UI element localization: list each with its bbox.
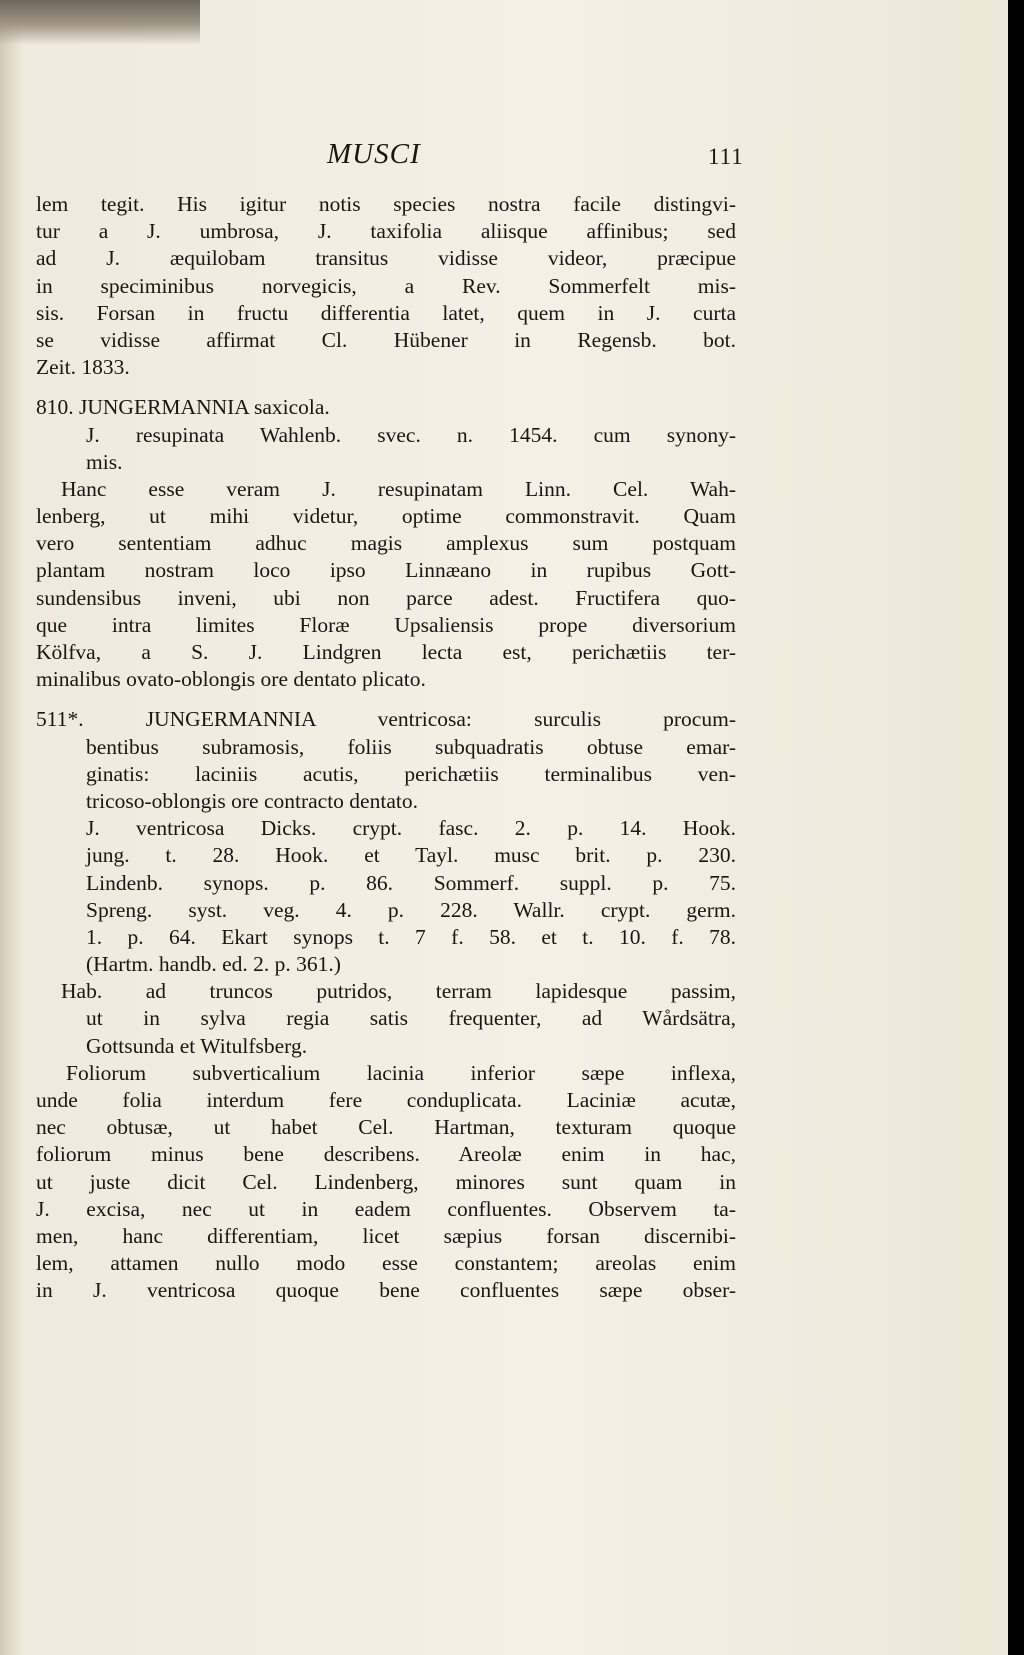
body-text [36, 191, 736, 1305]
synonym-line: (Hartm. handb. ed. 2. p. 361.) [86, 952, 341, 977]
text-line: Kölfva, a S. J. Lindgren lecta est, perichætiis ter- [36, 640, 736, 664]
diagnosis-line: ginatis: laciniis acutis, perichætiis terminalibus ven- [86, 761, 736, 786]
text-line: sundensibus inveni, ubi non parce adest. Fructifera quo- [36, 585, 736, 610]
text-line: J. excisa, nec ut in eadem confluentes. Observem ta- [36, 1196, 736, 1221]
synonym-line: Lindenb. synops. p. 86. Sommerf. suppl. p. 75. [86, 870, 736, 895]
page-number: 111 [708, 144, 744, 169]
habitat-line: Hab. ad truncos putridos, terram lapidesque passim, [61, 979, 736, 1004]
text-line: se vidisse affirmat Cl. Hübener in Regensb. bot. [36, 327, 736, 352]
text-line: men, hanc differentiam, licet sæpius forsan discernibi- [36, 1223, 736, 1248]
text-line: Zeit. 1833. [36, 355, 130, 380]
synonym-line: J. ventricosa Dicks. crypt. fasc. 2. p. 14. Hook. [86, 816, 736, 841]
species-heading: 810. JUNGERMANNIA saxicola. [36, 395, 330, 420]
text-line: nec obtusæ, ut habet Cel. Hartman, texturam quoque [36, 1115, 736, 1140]
habitat-line: ut in sylva regia satis frequenter, ad Wårdsätra, [86, 1006, 736, 1031]
synonym-line: mis. [86, 449, 123, 474]
text-line: in J. ventricosa quoque bene confluentes sæpe obser- [36, 1278, 736, 1303]
text-line: sis. Forsan in fructu differentia latet, quem in J. curta [36, 300, 736, 325]
text-line: minalibus ovato-oblongis ore dentato plicato. [36, 667, 426, 692]
text-line: in speciminibus norvegicis, a Rev. Sommerfelt mis- [36, 273, 736, 298]
synonym-line: 1. p. 64. Ekart synops t. 7 f. 58. et t. 10. f. 78. [86, 924, 736, 949]
text-line: que intra limites Floræ Upsaliensis prope diversorium [36, 612, 736, 637]
text-line: lenberg, ut mihi videtur, optime commonstravit. Quam [36, 504, 736, 529]
text-line: Hanc esse veram J. resupinatam Linn. Cel. Wah- [61, 476, 736, 501]
synonym-line: jung. t. 28. Hook. et Tayl. musc brit. p. 230. [86, 843, 736, 868]
habitat-line: Gottsunda et Witulfsberg. [86, 1033, 308, 1058]
text-line: Foliorum subverticalium lacinia inferior sæpe inflexa, [66, 1060, 736, 1085]
synonym-line: J. resupinata Wahlenb. svec. n. 1454. cum synony- [86, 422, 736, 447]
diagnosis-line: tricoso-oblongis ore contracto dentato. [86, 788, 418, 813]
text-line: ad J. æquilobam transitus vidisse videor, præcipue [36, 246, 736, 271]
running-header [0, 138, 1008, 178]
synonym-line: Spreng. syst. veg. 4. p. 228. Wallr. crypt. germ. [86, 897, 736, 922]
text-line: foliorum minus bene describens. Areolæ enim in hac, [36, 1142, 736, 1167]
text-line: lem tegit. His igitur notis species nostra facile distingvi- [36, 192, 736, 216]
page-edge-shadow [0, 0, 200, 45]
text-line: vero sententiam adhuc magis amplexus sum postquam [36, 531, 736, 556]
text-line: lem, attamen nullo modo esse constantem; areolas enim [36, 1251, 736, 1276]
text-line: tur a J. umbrosa, J. taxifolia aliisque affinibus; sed [36, 219, 736, 244]
text-line: ut juste dicit Cel. Lindenberg, minores sunt quam in [36, 1169, 736, 1194]
running-title: MUSCI [327, 138, 421, 170]
text-line: plantam nostram loco ipso Linnæano in rupibus Gott- [36, 558, 736, 583]
diagnosis-line: bentibus subramosis, foliis subquadratis obtuse emar- [86, 734, 736, 759]
species-heading: 511*. JUNGERMANNIA ventricosa: surculis procum- [36, 707, 736, 732]
text-line: unde folia interdum fere conduplicata. Laciniæ acutæ, [36, 1088, 736, 1112]
